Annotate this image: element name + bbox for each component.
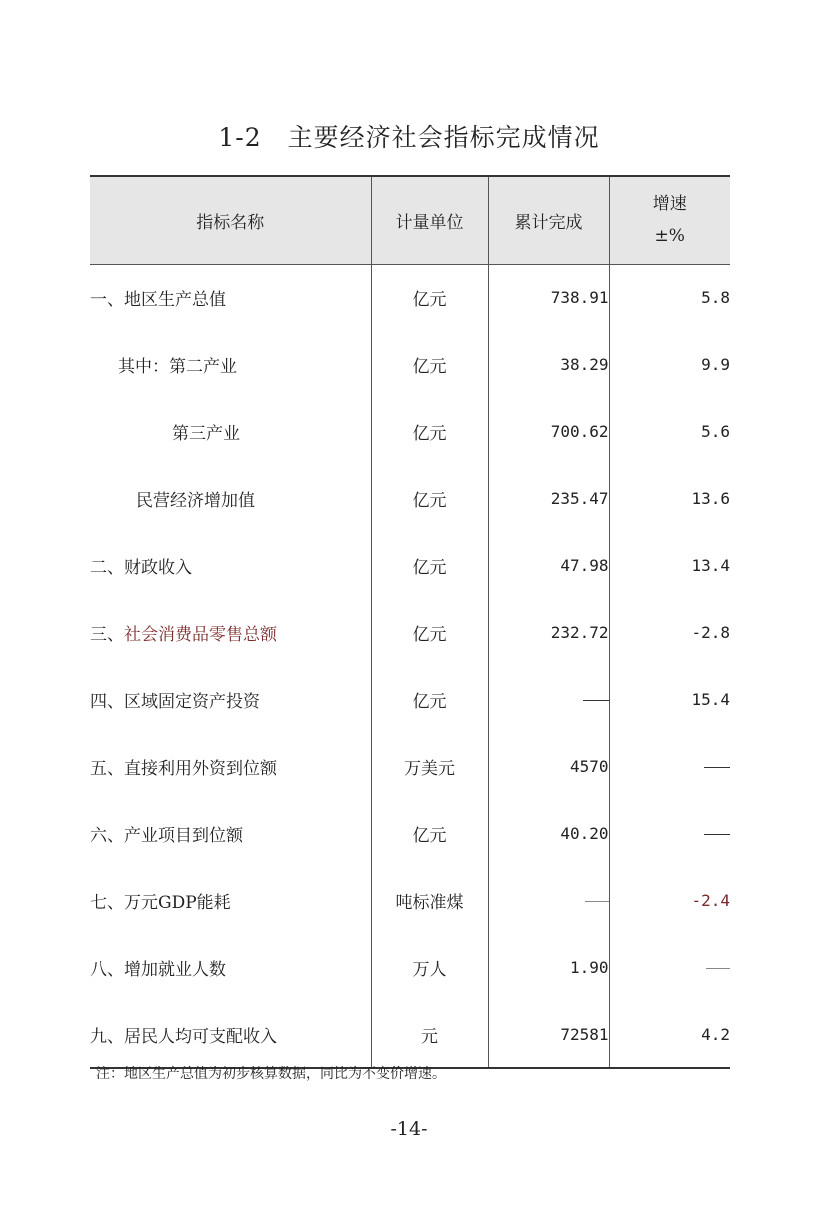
row-name: 二、财政收入 <box>90 558 192 578</box>
row-unit: 亿元 <box>371 398 488 465</box>
row-value: 232.72 <box>488 599 609 666</box>
row-growth: -2.8 <box>609 599 730 666</box>
row-value: 235.47 <box>488 465 609 532</box>
row-unit: 亿元 <box>371 599 488 666</box>
empty-dash <box>706 968 730 969</box>
row-unit: 吨标准煤 <box>371 867 488 934</box>
row-unit: 亿元 <box>371 532 488 599</box>
row-value <box>488 867 609 934</box>
row-value: 738.91 <box>488 264 609 331</box>
header-growth <box>609 176 730 264</box>
page-title: 1-2 主要经济社会指标完成情况 <box>218 123 600 152</box>
row-name: 六、产业项目到位额 <box>90 826 243 846</box>
row-unit: 万人 <box>371 934 488 1001</box>
table-row <box>90 532 730 599</box>
row-growth: 15.4 <box>609 666 730 733</box>
row-unit: 亿元 <box>371 331 488 398</box>
row-unit: 亿元 <box>371 666 488 733</box>
row-value: 1.90 <box>488 934 609 1001</box>
table-row <box>90 465 730 532</box>
row-value: 38.29 <box>488 331 609 398</box>
header-value: 累计完成 <box>488 176 609 264</box>
row-value: 47.98 <box>488 532 609 599</box>
row-name: 第三产业 <box>172 424 240 444</box>
table-row <box>90 264 730 331</box>
header-name: 指标名称 <box>90 176 371 264</box>
empty-dash <box>585 901 609 902</box>
row-value: 700.62 <box>488 398 609 465</box>
row-name-highlight: 社会消费品零售总额 <box>124 625 277 645</box>
table-row <box>90 800 730 867</box>
row-value: 40.20 <box>488 800 609 867</box>
row-growth: 9.9 <box>609 331 730 398</box>
table-row <box>90 599 730 666</box>
row-unit: 元 <box>371 1001 488 1068</box>
table-row <box>90 331 730 398</box>
table-row <box>90 733 730 800</box>
row-name: 一、地区生产总值 <box>90 290 226 311</box>
row-growth <box>609 934 730 1001</box>
page-number: -14- <box>390 1118 428 1140</box>
row-name-prefix: 三、 <box>90 625 124 645</box>
empty-dash <box>704 767 730 768</box>
empty-dash <box>583 700 609 701</box>
empty-dash <box>704 834 730 835</box>
row-name: 四、区域固定资产投资 <box>90 692 260 712</box>
table-row <box>90 398 730 465</box>
row-value: 72581 <box>488 1001 609 1068</box>
row-growth: 5.6 <box>609 398 730 465</box>
row-value: 4570 <box>488 733 609 800</box>
row-name: 民营经济增加值 <box>136 491 255 511</box>
row-value <box>488 666 609 733</box>
row-name: 九、居民人均可支配收入 <box>90 1001 371 1068</box>
row-name: 五、直接利用外资到位额 <box>90 759 277 779</box>
row-growth: 5.8 <box>609 264 730 331</box>
header-growth-unit: ±% <box>654 226 685 247</box>
row-growth: -2.4 <box>609 867 730 934</box>
row-name: 七、万元GDP能耗 <box>90 893 231 913</box>
row-growth: 13.4 <box>609 532 730 599</box>
footnote: 注：地区生产总值为初步核算数据，同比为不变价增速。 <box>96 1066 446 1082</box>
table-row <box>90 934 730 1001</box>
row-unit: 亿元 <box>371 465 488 532</box>
row-unit: 亿元 <box>371 264 488 331</box>
row-growth: 13.6 <box>609 465 730 532</box>
table-row <box>90 1001 730 1068</box>
row-growth <box>609 733 730 800</box>
row-unit: 亿元 <box>371 800 488 867</box>
header-growth-label: 增速 <box>652 194 687 215</box>
row-growth <box>609 800 730 867</box>
table-row <box>90 666 730 733</box>
row-name <box>90 599 371 666</box>
table-row <box>90 867 730 934</box>
table-header <box>90 176 730 264</box>
row-name: 八、增加就业人数 <box>90 960 226 980</box>
row-unit: 万美元 <box>371 733 488 800</box>
row-name: 其中：第二产业 <box>118 357 237 377</box>
indicators-table <box>90 175 730 1069</box>
row-growth: 4.2 <box>609 1001 730 1068</box>
header-unit: 计量单位 <box>371 176 488 264</box>
